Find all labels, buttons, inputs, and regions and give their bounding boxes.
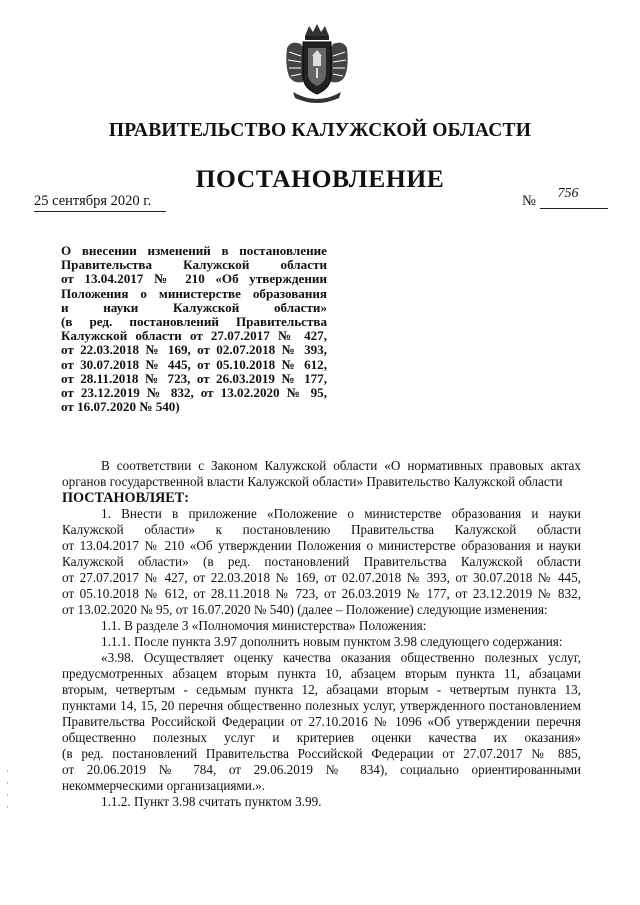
number-sign: № bbox=[522, 193, 536, 209]
document-type-title: ПОСТАНОВЛЕНИЕ bbox=[195, 164, 445, 193]
item-1-1-1: 1.1.1. После пункта 3.97 дополнить новым пунктом 3.98 следующего содержания: bbox=[101, 634, 563, 649]
document-number-field bbox=[540, 188, 608, 209]
item-1-line: от 13.02.2020 № 95, от 16.07.2020 № 540) (далее – Положение) следующие изменения: bbox=[62, 602, 548, 617]
document-body bbox=[62, 458, 581, 810]
quote-line: вторым, четвертым - седьмым пункта 12, абзацами вторым - четвертым пункта 13, bbox=[62, 682, 581, 697]
item-1-line: от 05.10.2018 № 612, от 28.11.2018 № 723, от 26.03.2019 № 177, от 23.12.2019 № 832, bbox=[62, 586, 581, 601]
subject-line: О внесении изменений в постановление bbox=[61, 243, 327, 258]
subject-line: Калужской области от 27.07.2017 № 427, bbox=[61, 328, 327, 344]
subject-line: от 28.11.2018 № 723, от 26.03.2019 № 177, bbox=[61, 370, 327, 386]
document-number: 756 bbox=[557, 186, 579, 201]
item-1-line: 1. Внести в приложение «Положение о министерстве образования и науки bbox=[101, 506, 581, 521]
item-1-line: Калужской области» к постановлению Правительства Калужской области bbox=[62, 522, 581, 537]
subject-line: и науки Калужской области» bbox=[61, 299, 327, 315]
subject-line: от 30.07.2018 № 445, от 05.10.2018 № 612, bbox=[61, 356, 327, 372]
subject-line: от 13.04.2017 № 210 «Об утверждении bbox=[61, 271, 327, 287]
resolves-heading: ПОСТАНОВЛЯЕТ: bbox=[62, 490, 189, 506]
quote-line: от 20.06.2019 № 784, от 29.06.2019 № 834), социально ориентированными bbox=[62, 762, 581, 777]
quote-line: общественно полезных услуг и критериев оценки качества их оказания» bbox=[62, 730, 581, 745]
item-1-line: от 13.04.2017 № 210 «Об утверждении Положения о министерстве образования и науки bbox=[62, 538, 581, 553]
quote-line: пунктами 14, 15, 20 перечня общественно полезных услуг, утвержденного постановлением bbox=[62, 698, 581, 713]
quote-line: некоммерческими организациями.». bbox=[62, 778, 266, 793]
preamble-line: органов государственной власти Калужской области» Правительство Калужской области bbox=[62, 474, 563, 489]
coat-of-arms-icon bbox=[283, 22, 351, 106]
subject-line: от 23.12.2019 № 832, от 13.02.2020 № 95, bbox=[61, 385, 327, 401]
item-1-1-2: 1.1.2. Пункт 3.98 считать пунктом 3.99. bbox=[101, 794, 322, 809]
item-1-line: от 27.07.2017 № 427, от 22.03.2018 № 169, от 02.07.2018 № 393, от 30.07.2018 № 445, bbox=[62, 570, 581, 585]
quote-line: «3.98. Осуществляет оценку качества оказания общественно полезных услуг, bbox=[101, 650, 581, 665]
subject-line: Правительства Калужской области bbox=[61, 257, 327, 273]
subject-line: от 22.03.2018 № 169, от 02.07.2018 № 393, bbox=[61, 342, 327, 358]
scan-artifact bbox=[7, 770, 9, 810]
government-title: ПРАВИТЕЛЬСТВО КАЛУЖСКОЙ ОБЛАСТИ bbox=[108, 120, 532, 141]
item-1-1: 1.1. В разделе 3 «Полномочия министерства» Положения: bbox=[101, 618, 427, 633]
quote-line: предусмотренных абзацем вторым пункта 10, абзацем вторым пункта 11, абзацами bbox=[62, 666, 581, 681]
quote-line: Правительства Российской Федерации от 27.10.2016 № 1096 «Об утверждении перечня bbox=[62, 714, 581, 729]
preamble-line: В соответствии с Законом Калужской области «О нормативных правовых актах bbox=[101, 458, 581, 473]
document-subject bbox=[61, 244, 327, 414]
subject-line: (в ред. постановлений Правительства bbox=[61, 314, 327, 330]
quote-line: (в ред. постановлений Правительства Российской Федерации от 27.07.2017 № 885, bbox=[62, 746, 581, 761]
subject-line: от 16.07.2020 № 540) bbox=[61, 399, 180, 415]
subject-line: Положения о министерстве образования bbox=[61, 285, 327, 301]
item-1-line: Калужской области» (в ред. постановлений Правительства Калужской области bbox=[62, 554, 581, 569]
document-date: 25 сентября 2020 г. bbox=[34, 193, 166, 212]
